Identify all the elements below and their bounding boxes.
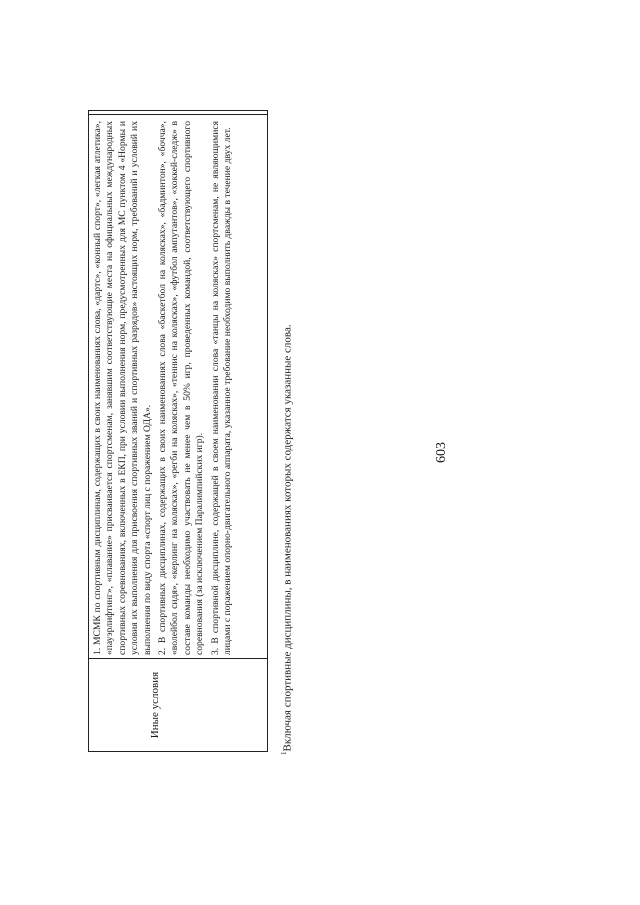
table-label: Иные условия [149, 671, 161, 739]
table-content-cell [89, 115, 267, 659]
footnote-text: Включая спортивные дисциплины, в наименованиях которых содержатся указанные слова. [281, 324, 294, 752]
conditions-table [88, 110, 268, 752]
table-edge-column [89, 111, 267, 115]
condition-paragraph-2: 2. В спортивных дисциплинах, содержащих в своих наименованиях слова «баскетбол на колясках», «бадминтон», «бочча», «волейбол сидя», «керлинг на колясках», «регби на колясках», «теннис на колясках», «футбол ампутантов», «хоккей-следж» в составе команды необходимо участвовать не менее чем в 50% игр, проведенных командой, соответствующего спортивного соревнования (за исключением Паралимпийских игр). [157, 121, 206, 655]
condition-paragraph-1: 1. МСМК по спортивным дисциплинам, содержащих в своих наименованиях слова, «дартс», «конный спорт», «легкая атлетика», «пауэрлифтинг», «плавание» присваивается спортсменам, занявшим соответствующие места на официальных международных спортивных соревнованиях, включенных в ЕКП, при условии выполнения норм, предусмотренных для МС пунктом 4 «Нормы и условия их выполнения для присвоения спортивных званий и спортивных разрядов» настоящих норм, требований и условий их выполнения по виду спорта «спорт лиц с поражением ОДА». [92, 121, 153, 655]
footnote [280, 155, 294, 755]
condition-paragraph-3: 3. В спортивной дисциплине, содержащей в своем наименовании слова «танцы на колясках» спортсменам, не являющимися лицами с поражением опорно-двигательного аппарата, указанное требование необходимо выполнить дважды в течение двух лет. [209, 121, 234, 655]
page-number: 603 [434, 442, 449, 463]
table-label-cell [89, 658, 267, 751]
footnote-marker: 1 [280, 751, 288, 755]
